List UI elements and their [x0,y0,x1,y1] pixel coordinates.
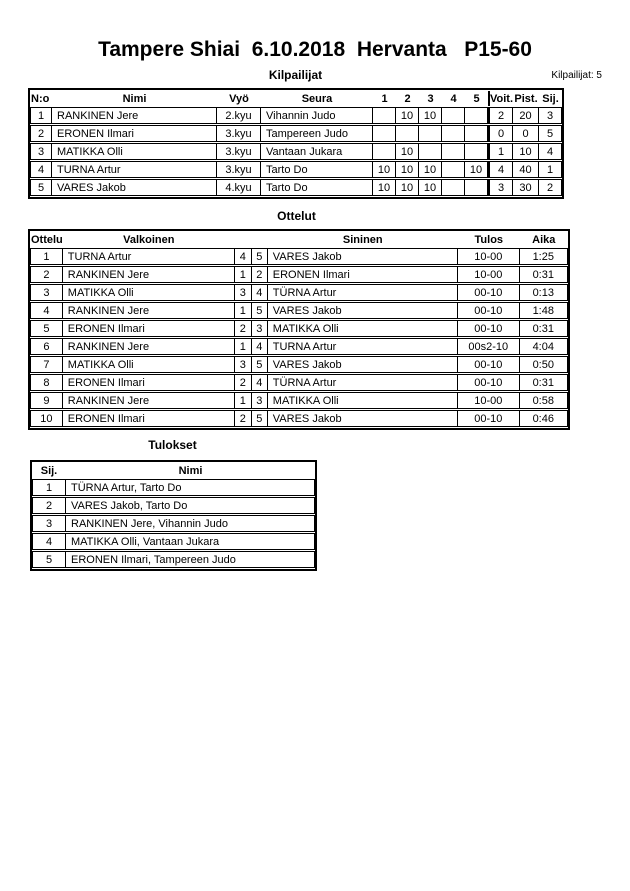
competitor-no: 4 [30,161,52,178]
competitor-place: 2 [539,179,562,196]
match-white-no: 2 [235,410,252,427]
match-blue-no: 4 [252,338,268,355]
match-time: 4:04 [520,338,568,355]
round-cell [442,143,465,160]
match-blue-name: VARES Jakob [268,302,458,319]
col-header-time: Aika [532,233,556,246]
round-cell [373,125,396,142]
col-header-belt: Vyö [229,92,249,105]
match-white-no: 1 [235,266,252,283]
match-time: 0:31 [520,320,568,337]
match-blue-no: 3 [252,320,268,337]
match-white-no: 1 [235,392,252,409]
col-header-round-3: 3 [427,92,434,105]
match-row [30,320,568,337]
competitor-no: 1 [30,107,52,124]
round-cell [465,125,488,142]
match-white-name: RANKINEN Jere [63,392,235,409]
competitors-table [28,88,564,199]
round-cell [442,125,465,142]
results-table [30,460,317,571]
match-white-no: 2 [235,374,252,391]
match-result: 00-10 [458,410,520,427]
result-row [32,515,315,532]
match-result: 00s2-10 [458,338,520,355]
competitor-place: 4 [539,143,562,160]
result-place: 1 [32,479,66,496]
matches-heading: Ottelut [277,209,316,223]
match-blue-name: VARES Jakob [268,248,458,265]
round-cell [442,179,465,196]
match-result: 00-10 [458,302,520,319]
match-blue-name: MATIKKA Olli [268,392,458,409]
match-blue-name: TURNA Artur [268,338,458,355]
match-time: 0:46 [520,410,568,427]
competitor-belt: 3.kyu [217,143,261,160]
result-place: 2 [32,497,66,514]
competitor-belt: 3.kyu [217,125,261,142]
match-white-name: RANKINEN Jere [63,338,235,355]
results-header-row [32,463,315,478]
result-row [32,479,315,496]
round-cell [465,107,488,124]
round-cell: 10 [396,143,419,160]
result-place: 4 [32,533,66,550]
competitor-wins: 0 [488,125,513,142]
col-header-points: Pist. [514,92,538,105]
col-header-place: Sij. [40,464,58,477]
match-no: 1 [30,248,63,265]
match-white-name: ERONEN Ilmari [63,410,235,427]
competitor-points: 30 [513,179,539,196]
competitor-no: 5 [30,179,52,196]
match-no: 8 [30,374,63,391]
col-header-result: Tulos [474,233,504,246]
match-white-no: 3 [235,356,252,373]
competitor-club: Tampereen Judo [261,125,373,142]
competitor-belt: 2.kyu [217,107,261,124]
round-cell [396,125,419,142]
competitor-wins: 2 [488,107,513,124]
col-header-place: Sij. [542,92,559,105]
match-no: 10 [30,410,63,427]
round-cell: 10 [419,107,442,124]
match-white-no: 1 [235,302,252,319]
match-no: 3 [30,284,63,301]
match-result: 00-10 [458,356,520,373]
result-row [32,551,315,568]
competitor-points: 40 [513,161,539,178]
competitor-name: RANKINEN Jere [52,107,217,124]
col-header-round-1: 1 [381,92,388,105]
competitors-header-row [30,91,562,106]
round-cell: 10 [396,107,419,124]
competitor-no: 2 [30,125,52,142]
competitor-row [30,143,562,160]
col-header-round-5: 5 [473,92,480,105]
col-header-blue: Sininen [342,233,383,246]
match-row [30,392,568,409]
results-heading: Tulokset [148,438,197,452]
result-name: ERONEN Ilmari, Tampereen Judo [66,551,315,568]
round-cell [419,125,442,142]
round-cell [442,161,465,178]
result-name: VARES Jakob, Tarto Do [66,497,315,514]
competitor-points: 10 [513,143,539,160]
competitor-name: VARES Jakob [52,179,217,196]
match-row [30,356,568,373]
match-row [30,284,568,301]
match-blue-name: VARES Jakob [268,410,458,427]
col-header-white: Valkoinen [123,233,175,246]
round-cell: 10 [396,179,419,196]
match-result: 00-10 [458,374,520,391]
match-blue-name: MATIKKA Olli [268,320,458,337]
col-header-club: Seura [301,92,333,105]
match-blue-name: ERONEN Ilmari [268,266,458,283]
competitor-wins: 4 [488,161,513,178]
match-result: 10-00 [458,248,520,265]
match-blue-no: 5 [252,356,268,373]
competitor-row [30,179,562,196]
match-white-no: 2 [235,320,252,337]
match-no: 5 [30,320,63,337]
match-time: 0:31 [520,266,568,283]
match-blue-no: 4 [252,284,268,301]
result-name: RANKINEN Jere, Vihannin Judo [66,515,315,532]
col-header-name: Nimi [122,92,147,105]
match-result: 10-00 [458,266,520,283]
competitor-club: Tarto Do [261,161,373,178]
col-header-name: Nimi [178,464,203,477]
match-row [30,374,568,391]
round-cell [373,107,396,124]
match-row [30,338,568,355]
round-cell: 10 [419,161,442,178]
col-header-wins: Voit. [490,92,514,105]
match-row [30,266,568,283]
match-blue-no: 3 [252,392,268,409]
match-no: 2 [30,266,63,283]
round-cell [419,143,442,160]
round-cell [465,143,488,160]
col-header-white-no [235,232,252,247]
match-blue-no: 5 [252,410,268,427]
match-white-name: MATIKKA Olli [63,284,235,301]
competitor-wins: 1 [488,143,513,160]
competitor-no: 3 [30,143,52,160]
match-white-name: TURNA Artur [63,248,235,265]
result-name: TÜRNA Artur, Tarto Do [66,479,315,496]
competitor-name: TURNA Artur [52,161,217,178]
match-time: 0:50 [520,356,568,373]
round-cell: 10 [419,179,442,196]
match-row [30,248,568,265]
competitor-club: Vihannin Judo [261,107,373,124]
col-header-blue-no [252,232,268,247]
match-blue-name: TÜRNA Artur [268,284,458,301]
match-blue-no: 5 [252,302,268,319]
round-cell: 10 [396,161,419,178]
round-cell: 10 [465,161,488,178]
competitor-wins: 3 [488,179,513,196]
match-white-no: 1 [235,338,252,355]
match-white-name: RANKINEN Jere [63,302,235,319]
match-time: 1:25 [520,248,568,265]
match-time: 1:48 [520,302,568,319]
match-white-name: ERONEN Ilmari [63,374,235,391]
match-blue-no: 2 [252,266,268,283]
matches-header-row [30,232,568,247]
match-time: 0:31 [520,374,568,391]
matches-table [28,229,570,430]
match-no: 6 [30,338,63,355]
competitor-place: 3 [539,107,562,124]
match-white-no: 3 [235,284,252,301]
match-result: 10-00 [458,392,520,409]
page-title: Tampere Shiai 6.10.2018 Hervanta P15-60 [98,38,532,61]
col-header-no: N:o [31,92,50,105]
match-row [30,302,568,319]
match-no: 7 [30,356,63,373]
result-row [32,533,315,550]
col-header-match: Ottelu [31,233,63,246]
col-header-round-2: 2 [404,92,411,105]
competitor-belt: 4.kyu [217,179,261,196]
round-cell [465,179,488,196]
match-white-name: ERONEN Ilmari [63,320,235,337]
round-cell [442,107,465,124]
match-result: 00-10 [458,284,520,301]
competitor-club: Tarto Do [261,179,373,196]
match-blue-no: 4 [252,374,268,391]
competitor-row [30,125,562,142]
match-white-no: 4 [235,248,252,265]
match-blue-name: VARES Jakob [268,356,458,373]
competitor-name: ERONEN Ilmari [52,125,217,142]
round-cell [373,143,396,160]
match-blue-no: 5 [252,248,268,265]
result-row [32,497,315,514]
round-cell: 10 [373,179,396,196]
match-white-name: MATIKKA Olli [63,356,235,373]
competitor-club: Vantaan Jukara [261,143,373,160]
match-result: 00-10 [458,320,520,337]
round-cell: 10 [373,161,396,178]
col-header-round-4: 4 [450,92,457,105]
match-row [30,410,568,427]
match-no: 4 [30,302,63,319]
competitor-place: 5 [539,125,562,142]
competitor-points: 20 [513,107,539,124]
competitor-name: MATIKKA Olli [52,143,217,160]
competitor-row [30,107,562,124]
competitor-row [30,161,562,178]
match-white-name: RANKINEN Jere [63,266,235,283]
match-time: 0:13 [520,284,568,301]
match-blue-name: TÜRNA Artur [268,374,458,391]
competitor-place: 1 [539,161,562,178]
competitor-points: 0 [513,125,539,142]
match-no: 9 [30,392,63,409]
competitor-belt: 3.kyu [217,161,261,178]
result-name: MATIKKA Olli, Vantaan Jukara [66,533,315,550]
competitors-heading: Kilpailijat [268,68,323,82]
competitors-count-label: Kilpailijat: 5 [551,70,602,81]
result-place: 5 [32,551,66,568]
result-place: 3 [32,515,66,532]
match-time: 0:58 [520,392,568,409]
